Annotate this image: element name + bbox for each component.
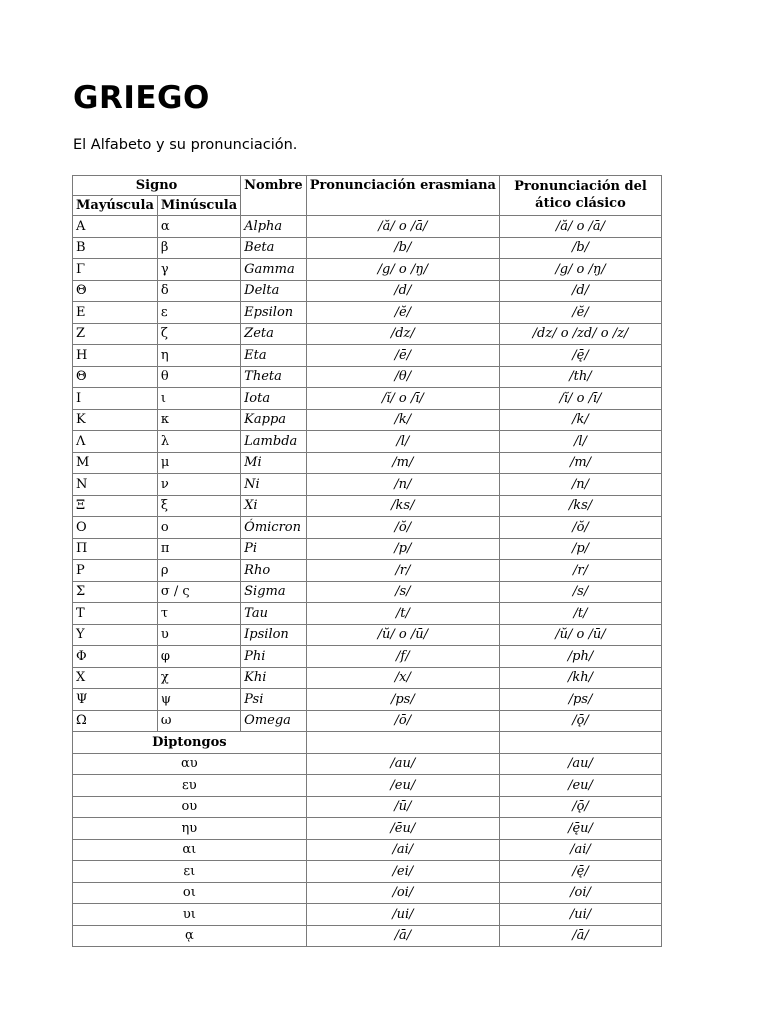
attic-cell: /b/: [499, 237, 661, 259]
name-cell: Theta: [241, 366, 307, 388]
diphthong-sign-cell: ει: [73, 861, 307, 883]
header-atico: Pronunciación del ático clásico: [499, 176, 661, 216]
erasmian-cell: /au/: [306, 753, 499, 775]
header-signo: Signo: [73, 176, 241, 196]
name-cell: Alpha: [241, 216, 307, 238]
diphthongs-label: Diptongos: [73, 732, 307, 754]
name-cell: Delta: [241, 280, 307, 302]
attic-cell: /n/: [499, 474, 661, 496]
name-cell: Eta: [241, 345, 307, 367]
diphthong-sign-cell: ευ: [73, 775, 307, 797]
attic-cell: /p/: [499, 538, 661, 560]
lowercase-cell: ω: [157, 710, 240, 732]
diphthong-row: [73, 839, 662, 861]
erasmian-cell: /t/: [306, 603, 499, 625]
attic-cell: /r/: [499, 560, 661, 582]
erasmian-cell: /ŏ/: [306, 517, 499, 539]
empty-cell: [306, 732, 499, 754]
uppercase-cell: Η: [73, 345, 158, 367]
erasmian-cell: /ū/: [306, 796, 499, 818]
lowercase-cell: υ: [157, 624, 240, 646]
name-cell: Rho: [241, 560, 307, 582]
lowercase-cell: π: [157, 538, 240, 560]
name-cell: Zeta: [241, 323, 307, 345]
erasmian-cell: /r/: [306, 560, 499, 582]
uppercase-cell: Ε: [73, 302, 158, 324]
letter-row: [73, 474, 662, 496]
attic-cell: /oi/: [499, 882, 661, 904]
uppercase-cell: Ψ: [73, 689, 158, 711]
diphthong-row: [73, 882, 662, 904]
letter-row: [73, 689, 662, 711]
erasmian-cell: /dz/: [306, 323, 499, 345]
erasmian-cell: /b/: [306, 237, 499, 259]
name-cell: Kappa: [241, 409, 307, 431]
diphthong-row: [73, 925, 662, 947]
name-cell: Pi: [241, 538, 307, 560]
attic-cell: /d/: [499, 280, 661, 302]
uppercase-cell: Κ: [73, 409, 158, 431]
letter-row: [73, 366, 662, 388]
attic-cell: /ǭ/: [499, 710, 661, 732]
erasmian-cell: /l/: [306, 431, 499, 453]
name-cell: Xi: [241, 495, 307, 517]
erasmian-cell: /θ/: [306, 366, 499, 388]
lowercase-cell: ε: [157, 302, 240, 324]
letter-row: [73, 452, 662, 474]
attic-cell: /ai/: [499, 839, 661, 861]
name-cell: Epsilon: [241, 302, 307, 324]
lowercase-cell: ρ: [157, 560, 240, 582]
attic-cell: /th/: [499, 366, 661, 388]
letter-row: [73, 237, 662, 259]
letter-row: [73, 409, 662, 431]
letter-row: [73, 216, 662, 238]
uppercase-cell: Β: [73, 237, 158, 259]
erasmian-cell: /oi/: [306, 882, 499, 904]
name-cell: Gamma: [241, 259, 307, 281]
uppercase-cell: Τ: [73, 603, 158, 625]
lowercase-cell: ξ: [157, 495, 240, 517]
erasmian-cell: /ĭ/ o /ī/: [306, 388, 499, 410]
uppercase-cell: Χ: [73, 667, 158, 689]
letter-row: [73, 560, 662, 582]
diphthong-row: [73, 904, 662, 926]
lowercase-cell: ν: [157, 474, 240, 496]
diphthong-row: [73, 753, 662, 775]
attic-cell: /l/: [499, 431, 661, 453]
letter-row: [73, 646, 662, 668]
erasmian-cell: /ŭ/ o /ū/: [306, 624, 499, 646]
uppercase-cell: Α: [73, 216, 158, 238]
diphthong-sign-cell: ου: [73, 796, 307, 818]
erasmian-cell: /ĕ/: [306, 302, 499, 324]
erasmian-cell: /ā/: [306, 925, 499, 947]
name-cell: Khi: [241, 667, 307, 689]
erasmian-cell: /eu/: [306, 775, 499, 797]
erasmian-cell: /ui/: [306, 904, 499, 926]
lowercase-cell: δ: [157, 280, 240, 302]
letter-row: [73, 538, 662, 560]
attic-cell: /ŏ/: [499, 517, 661, 539]
attic-cell: /m/: [499, 452, 661, 474]
alphabet-table: [72, 175, 662, 947]
lowercase-cell: α: [157, 216, 240, 238]
erasmian-cell: /f/: [306, 646, 499, 668]
name-cell: Tau: [241, 603, 307, 625]
lowercase-cell: τ: [157, 603, 240, 625]
uppercase-cell: Ν: [73, 474, 158, 496]
erasmian-cell: /ai/: [306, 839, 499, 861]
lowercase-cell: λ: [157, 431, 240, 453]
attic-cell: /ę̄/: [499, 861, 661, 883]
letter-row: [73, 517, 662, 539]
letter-row: [73, 280, 662, 302]
lowercase-cell: ψ: [157, 689, 240, 711]
attic-cell: /ps/: [499, 689, 661, 711]
diphthong-sign-cell: αυ: [73, 753, 307, 775]
name-cell: Beta: [241, 237, 307, 259]
lowercase-cell: σ / ς: [157, 581, 240, 603]
uppercase-cell: Φ: [73, 646, 158, 668]
uppercase-cell: Ω: [73, 710, 158, 732]
diphthong-row: [73, 818, 662, 840]
diphthong-sign-cell: ηυ: [73, 818, 307, 840]
erasmian-cell: /m/: [306, 452, 499, 474]
erasmian-cell: /ks/: [306, 495, 499, 517]
attic-cell: /ā/: [499, 925, 661, 947]
header-erasmiana: Pronunciación erasmiana: [306, 176, 499, 216]
diphthong-sign-cell: αι: [73, 839, 307, 861]
diphthong-row: [73, 796, 662, 818]
name-cell: Sigma: [241, 581, 307, 603]
header-minuscula: Minúscula: [157, 196, 240, 216]
attic-cell: /ę̄/: [499, 345, 661, 367]
attic-cell: /ǭ/: [499, 796, 661, 818]
lowercase-cell: ι: [157, 388, 240, 410]
letter-row: [73, 323, 662, 345]
erasmian-cell: /x/: [306, 667, 499, 689]
erasmian-cell: /k/: [306, 409, 499, 431]
attic-cell: /dz/ o /zd/ o /z/: [499, 323, 661, 345]
diphthong-row: [73, 775, 662, 797]
uppercase-cell: Ι: [73, 388, 158, 410]
lowercase-cell: η: [157, 345, 240, 367]
erasmian-cell: /ē/: [306, 345, 499, 367]
erasmian-cell: /g/ o /ŋ/: [306, 259, 499, 281]
letter-row: [73, 581, 662, 603]
uppercase-cell: Γ: [73, 259, 158, 281]
lowercase-cell: θ: [157, 366, 240, 388]
name-cell: Ipsilon: [241, 624, 307, 646]
empty-cell: [499, 732, 661, 754]
attic-cell: /ĭ/ o /ī/: [499, 388, 661, 410]
attic-cell: /kh/: [499, 667, 661, 689]
header-row: [73, 176, 662, 196]
attic-cell: /ui/: [499, 904, 661, 926]
header-nombre: Nombre: [241, 176, 307, 216]
letter-row: [73, 603, 662, 625]
erasmian-cell: /ēu/: [306, 818, 499, 840]
uppercase-cell: Ζ: [73, 323, 158, 345]
uppercase-cell: Ρ: [73, 560, 158, 582]
lowercase-cell: φ: [157, 646, 240, 668]
name-cell: Ni: [241, 474, 307, 496]
name-cell: Iota: [241, 388, 307, 410]
diphthong-row: [73, 861, 662, 883]
uppercase-cell: Ο: [73, 517, 158, 539]
attic-cell: /ph/: [499, 646, 661, 668]
name-cell: Mi: [241, 452, 307, 474]
name-cell: Phi: [241, 646, 307, 668]
erasmian-cell: /d/: [306, 280, 499, 302]
attic-cell: /t/: [499, 603, 661, 625]
lowercase-cell: ο: [157, 517, 240, 539]
uppercase-cell: Θ: [73, 280, 158, 302]
attic-cell: /g/ o /ŋ/: [499, 259, 661, 281]
lowercase-cell: κ: [157, 409, 240, 431]
attic-cell: /ŭ/ o /ū/: [499, 624, 661, 646]
letter-row: [73, 302, 662, 324]
name-cell: Omega: [241, 710, 307, 732]
diphthong-sign-cell: οι: [73, 882, 307, 904]
letter-row: [73, 624, 662, 646]
letter-row: [73, 431, 662, 453]
attic-cell: /eu/: [499, 775, 661, 797]
page-title: GRIEGO: [73, 80, 210, 116]
lowercase-cell: γ: [157, 259, 240, 281]
attic-cell: /s/: [499, 581, 661, 603]
attic-cell: /k/: [499, 409, 661, 431]
attic-cell: /ă/ o /ā/: [499, 216, 661, 238]
diphthongs-header-row: [73, 732, 662, 754]
name-cell: Psi: [241, 689, 307, 711]
uppercase-cell: Λ: [73, 431, 158, 453]
lowercase-cell: μ: [157, 452, 240, 474]
letter-row: [73, 259, 662, 281]
name-cell: Ómicron: [241, 517, 307, 539]
erasmian-cell: /ps/: [306, 689, 499, 711]
letter-row: [73, 710, 662, 732]
erasmian-cell: /ō/: [306, 710, 499, 732]
lowercase-cell: β: [157, 237, 240, 259]
erasmian-cell: /p/: [306, 538, 499, 560]
erasmian-cell: /ă/ o /ā/: [306, 216, 499, 238]
page-subtitle: El Alfabeto y su pronunciación.: [73, 137, 298, 153]
erasmian-cell: /ei/: [306, 861, 499, 883]
uppercase-cell: Π: [73, 538, 158, 560]
uppercase-cell: Υ: [73, 624, 158, 646]
lowercase-cell: ζ: [157, 323, 240, 345]
letter-row: [73, 495, 662, 517]
attic-cell: /ĕ/: [499, 302, 661, 324]
erasmian-cell: /s/: [306, 581, 499, 603]
attic-cell: /au/: [499, 753, 661, 775]
attic-cell: /ks/: [499, 495, 661, 517]
uppercase-cell: Ξ: [73, 495, 158, 517]
uppercase-cell: Μ: [73, 452, 158, 474]
header-mayuscula: Mayúscula: [73, 196, 158, 216]
uppercase-cell: Σ: [73, 581, 158, 603]
erasmian-cell: /n/: [306, 474, 499, 496]
letter-row: [73, 667, 662, 689]
letter-row: [73, 388, 662, 410]
attic-cell: /ę̄u/: [499, 818, 661, 840]
name-cell: Lambda: [241, 431, 307, 453]
letter-row: [73, 345, 662, 367]
diphthong-sign-cell: υι: [73, 904, 307, 926]
uppercase-cell: Θ: [73, 366, 158, 388]
lowercase-cell: χ: [157, 667, 240, 689]
diphthong-sign-cell: ᾳ: [73, 925, 307, 947]
